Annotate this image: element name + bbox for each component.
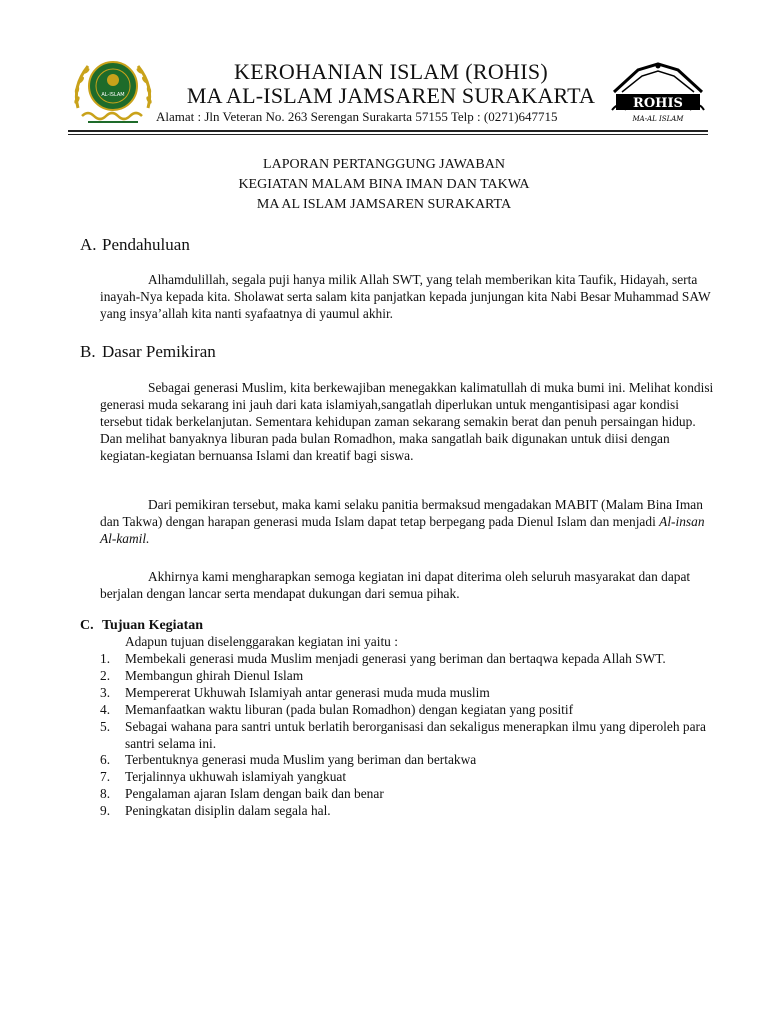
section-b-paragraph-1 <box>100 380 718 465</box>
address-line: Alamat : Jln Veteran No. 263 Serengan Surakarta 57155 Telp : (0271)647715 <box>156 109 558 124</box>
title-line-2: KEGIATAN MALAM BINA IMAN DAN TAKWA <box>238 177 530 192</box>
section-c-letter: C. <box>80 618 94 633</box>
section-c-intro: Adapun tujuan diselenggarakan kegiatan ini yaitu : <box>125 634 398 649</box>
dasar-pemikiran-text-2: Dari pemikiran tersebut, maka kami selaku panitia bermaksud mengadakan MABIT (Malam Bina Iman dan Takwa) dengan harapan generasi muda Islam dapat tetap berpegang pada Dienul Islam dan menjadi <box>100 497 703 529</box>
section-b-paragraph-3 <box>100 569 718 603</box>
letterhead <box>68 56 708 130</box>
list-item: 5. Sebagai wahana para santri untuk berlatih berorganisasi dan sekaligus menerapkan ilmu yang diperoleh para santri selama ini. <box>100 718 706 751</box>
title-line-3: MA AL ISLAM JAMSAREN SURAKARTA <box>256 197 512 212</box>
list-item: 8. Pengalaman ajaran Islam dengan baik dan benar <box>100 786 384 802</box>
svg-text:AL-ISLAM: AL-ISLAM <box>101 92 125 98</box>
dasar-pemikiran-text-3: Akhirnya kami mengharapkan semoga kegiatan ini dapat diterima oleh seluruh masyarakat dan dapat berjalan dengan lancar serta mendapat dukungan dari semua pihak. <box>100 569 691 601</box>
dasar-pemikiran-text-1: Sebagai generasi Muslim, kita berkewajiban menegakkan kalimatullah di muka bumi ini. Melihat kondisi generasi muda sekarang ini jauh dari kata islamiyah,sangatlah diperlukan untuk mengantisipasi agar kondisi tersebut tidak berkelanjutan. Sementara kehidupan zaman sekarang semakin berat dan penuh persaingan hidup. Dan melihat banyaknya liburan pada bulan Romadhon, maka sangatlah baik digunakan untuk diisi dengan kegiatan-kegiatan bernuansa Islami dan kreatif bagi siswa. <box>100 380 714 463</box>
rohis-logo <box>608 62 708 124</box>
school-name: MA AL-ISLAM JAMSAREN SURAKARTA <box>186 83 596 108</box>
list-item: 6. Terbentuknya generasi muda Muslim yang beriman dan bertakwa <box>100 752 477 768</box>
section-c-heading <box>80 617 203 635</box>
section-c-title: Tujuan Kegiatan <box>102 618 204 633</box>
section-a-paragraph <box>100 272 718 323</box>
list-item: 4. Memanfaatkan waktu liburan (pada bulan Romadhon) dengan kegiatan yang positif <box>100 701 574 717</box>
rohis-logo-title: ROHIS <box>633 96 683 111</box>
section-a-heading <box>80 235 190 255</box>
school-logo-emblem <box>68 56 158 126</box>
objectives-list <box>100 651 718 820</box>
list-item: 7. Terjalinnya ukhuwah islamiyah yangkuat <box>100 769 347 785</box>
section-b-letter: B. <box>80 342 96 361</box>
section-b-paragraph-2 <box>100 497 718 548</box>
letterhead-divider-thin <box>68 134 708 135</box>
section-b-title: Dasar Pemikiran <box>102 342 216 361</box>
list-item: 2. Membangun ghirah Dienul Islam <box>100 667 304 683</box>
pendahuluan-text: Alhamdulillah, segala puji hanya milik Allah SWT, yang telah memberikan kita Taufik, Hidayah, serta inayah-Nya kepada kita. Sholawat serta salam kita panjatkan kepada junjungan kita Nabi Besar Muhammad SAW yang insya’allah kita nanti syafaatnya di yaumul akhir. <box>100 272 711 321</box>
report-title <box>0 155 768 215</box>
section-a-letter: A. <box>80 235 97 254</box>
rohis-logo-caption: MA-AL ISLAM <box>632 115 684 123</box>
section-b-heading <box>80 342 216 362</box>
list-item: 1. Membekali generasi muda Muslim menjadi generasi yang beriman dan bertaqwa kepada Allah SWT. <box>100 651 666 666</box>
title-line-1: LAPORAN PERTANGGUNG JAWABAN <box>263 157 505 172</box>
list-item: 3. Mempererat Ukhuwah Islamiyah antar generasi muda muda muslim <box>100 684 490 700</box>
letterhead-divider <box>68 130 708 132</box>
list-item: 9. Peningkatan disiplin dalam segala hal. <box>100 803 331 819</box>
section-a-title: Pendahuluan <box>102 235 190 254</box>
al-insan-al-kamil-term: Al-insan Al-kamil. <box>100 513 705 546</box>
organization-name: KEROHANIAN ISLAM (ROHIS) <box>234 59 548 84</box>
